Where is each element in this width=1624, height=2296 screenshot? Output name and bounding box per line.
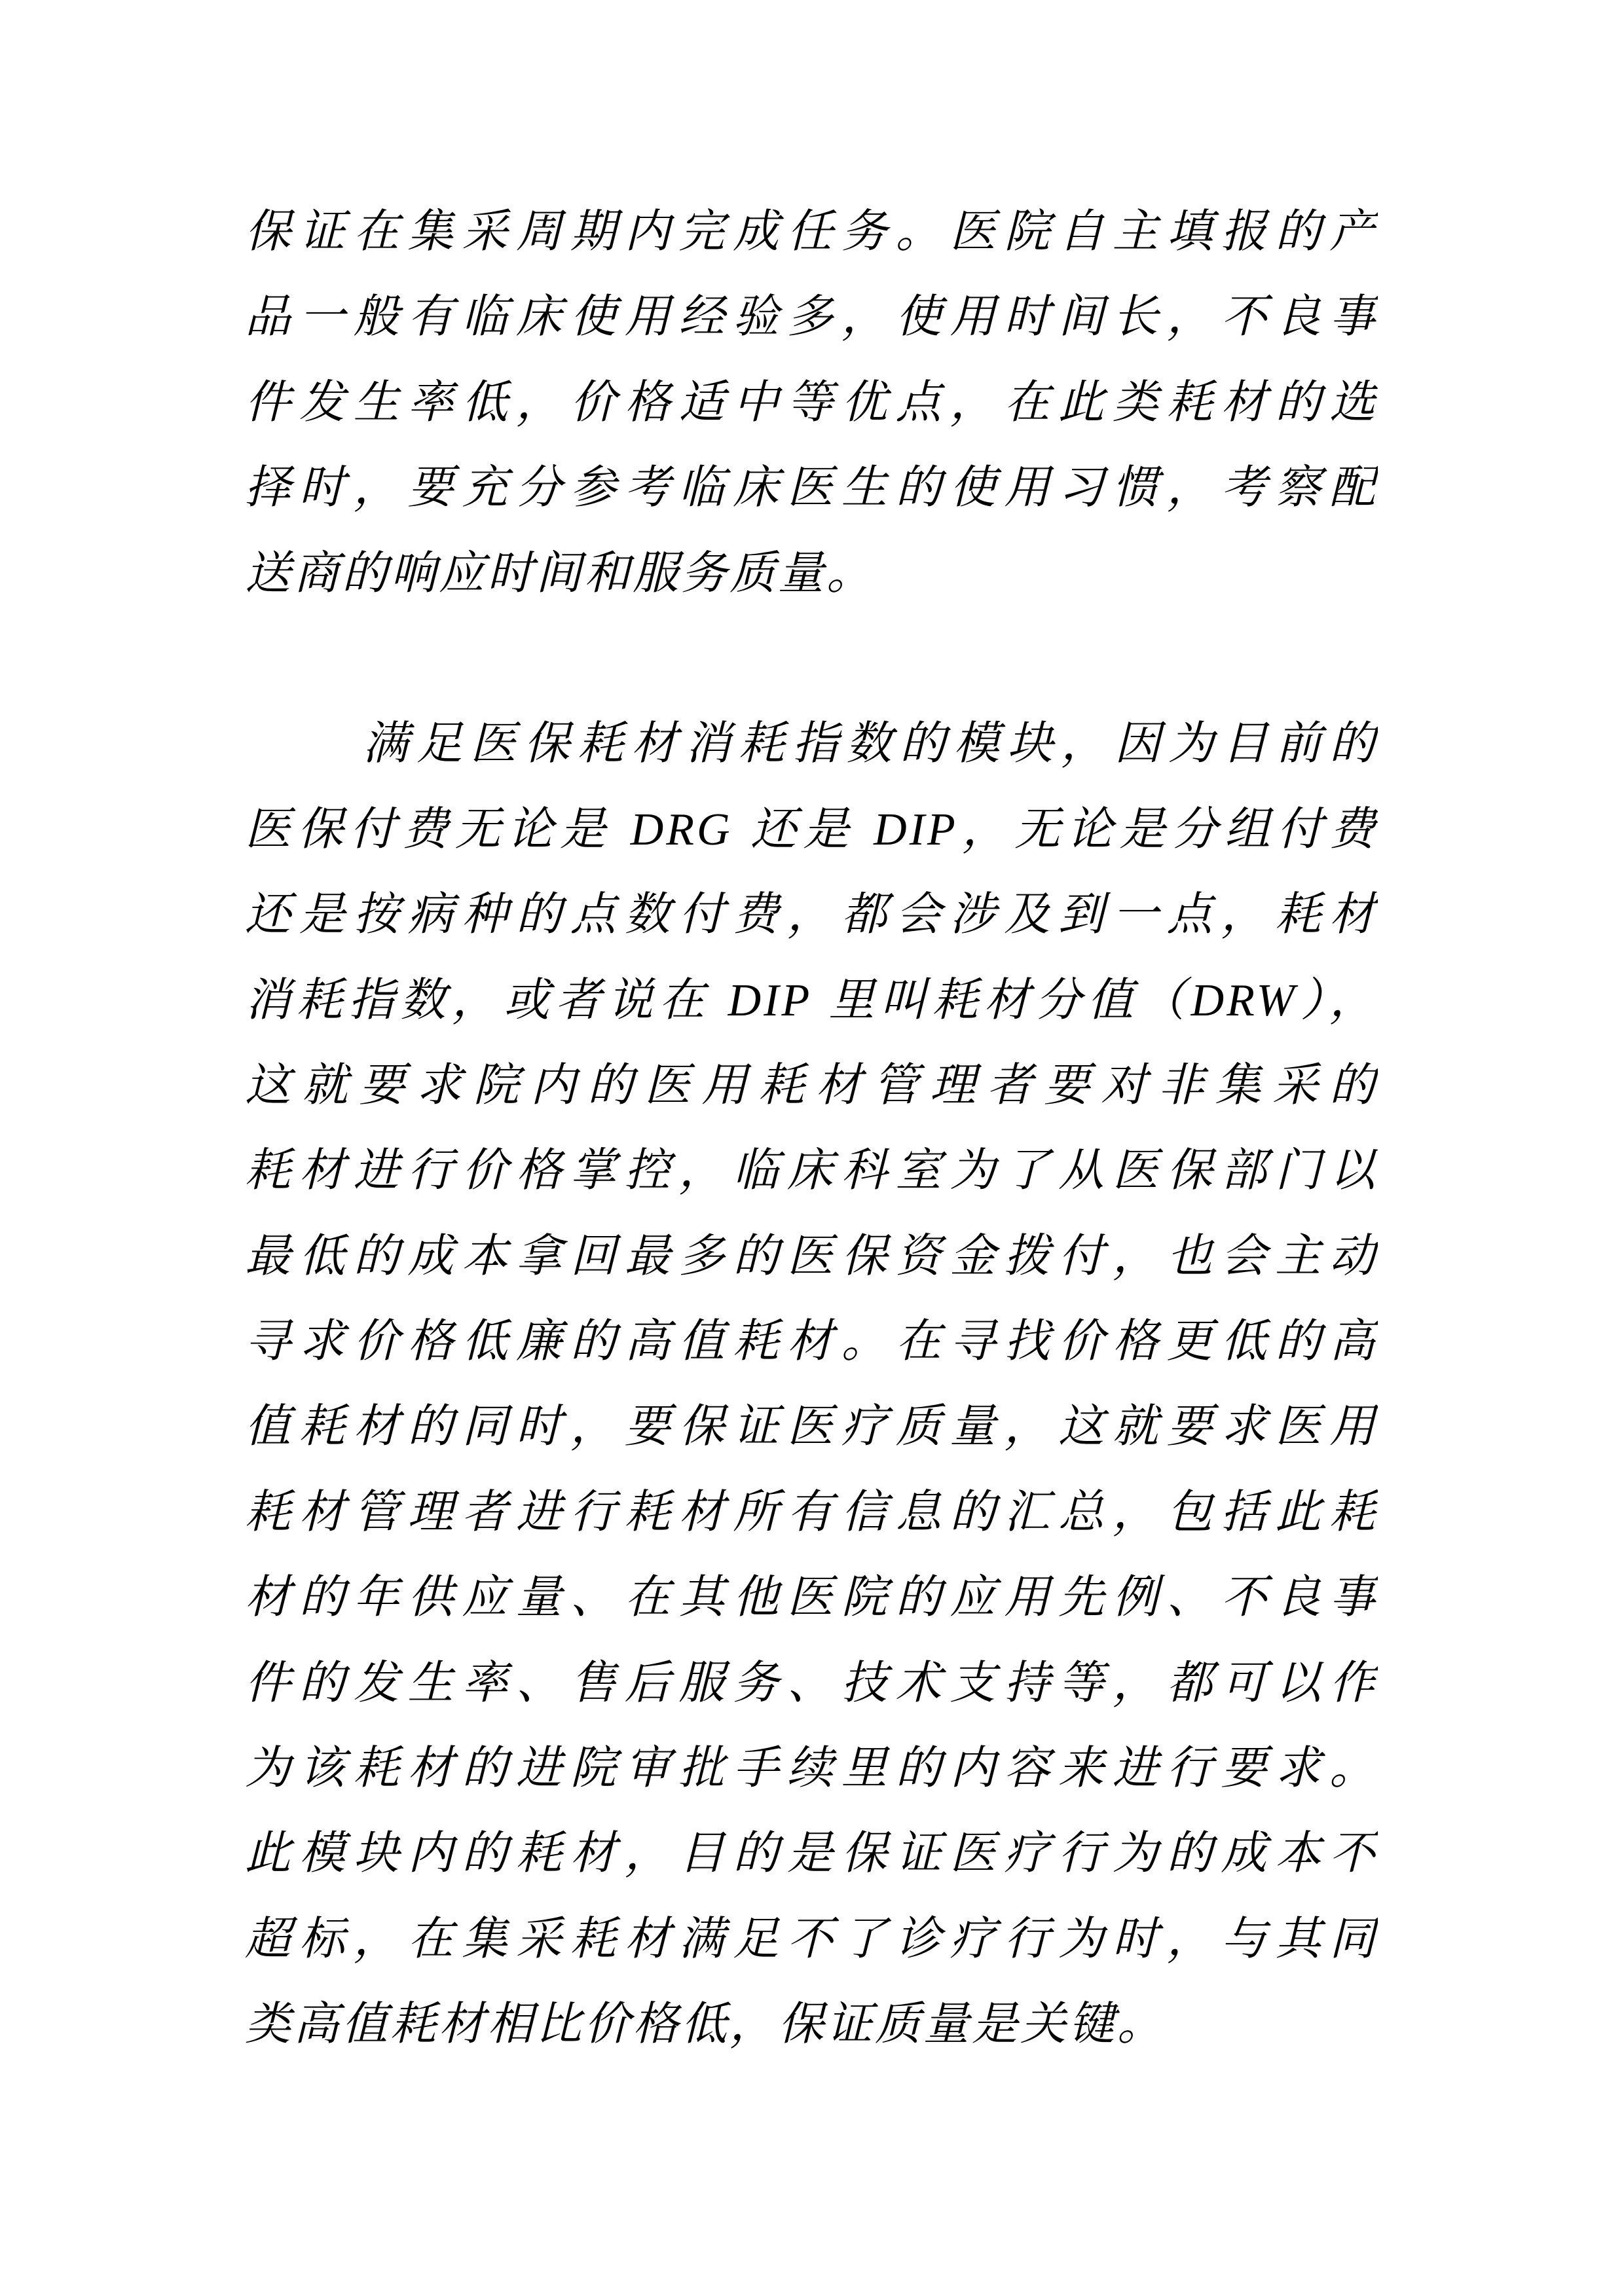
paragraph2-line: 医保付费无论是 DRG 还是 DIP，无论是分组付费 — [245, 804, 1378, 855]
paragraph2-line: 耗材进行价格掌控，临床科室为了从医保部门以 — [245, 1146, 1378, 1197]
document-text-block — [245, 190, 1378, 2068]
paragraph1-line: 品一般有临床使用经验多，使用时间长，不良事 — [245, 292, 1378, 343]
paragraph2-line: 寻求价格低廉的高值耗材。在寻找价格更低的高 — [245, 1317, 1378, 1368]
paragraph2-line: 最低的成本拿回最多的医保资金拨付，也会主动 — [245, 1231, 1378, 1282]
paragraph2-line: 这就要求院内的医用耗材管理者要对非集采的 — [245, 1060, 1378, 1111]
paragraph2-line: 消耗指数，或者说在 DIP 里叫耗材分值（DRW）， — [245, 975, 1378, 1026]
paragraph2-line: 此模块内的耗材，目的是保证医疗行为的成本不 — [245, 1829, 1378, 1880]
paragraph2-line: 还是按病种的点数付费，都会涉及到一点，耗材 — [245, 890, 1378, 941]
paragraph2-first-line: 满足医保耗材消耗指数的模块，因为目前的 — [363, 719, 1378, 770]
paragraph2-line: 件的发生率、售后服务、技术支持等，都可以作 — [245, 1658, 1378, 1709]
paragraph1-last-line: 送商的响应时间和服务质量。 — [245, 548, 875, 599]
paragraph-spacer — [245, 617, 1378, 702]
paragraph2-line: 值耗材的同时，要保证医疗质量，这就要求医用 — [245, 1402, 1378, 1453]
paragraph2-last-line: 类高值耗材相比价格低，保证质量是关键。 — [245, 1999, 1166, 2050]
paragraph2-line: 超标，在集采耗材满足不了诊疗行为时，与其同 — [245, 1914, 1378, 1965]
paragraph2-line: 耗材管理者进行耗材所有信息的汇总，包括此耗 — [245, 1487, 1378, 1538]
paragraph2-line: 为该耗材的进院审批手续里的内容来进行要求。 — [245, 1743, 1378, 1795]
paragraph1-line: 件发生率低，价格适中等优点，在此类耗材的选 — [245, 377, 1378, 428]
paragraph1-line: 择时，要充分参考临床医生的使用习惯，考察配 — [245, 463, 1378, 514]
paragraph1-line: 保证在集采周期内完成任务。医院自主填报的产 — [245, 207, 1378, 257]
paragraph2-line: 材的年供应量、在其他医院的应用先例、不良事 — [245, 1573, 1378, 1624]
